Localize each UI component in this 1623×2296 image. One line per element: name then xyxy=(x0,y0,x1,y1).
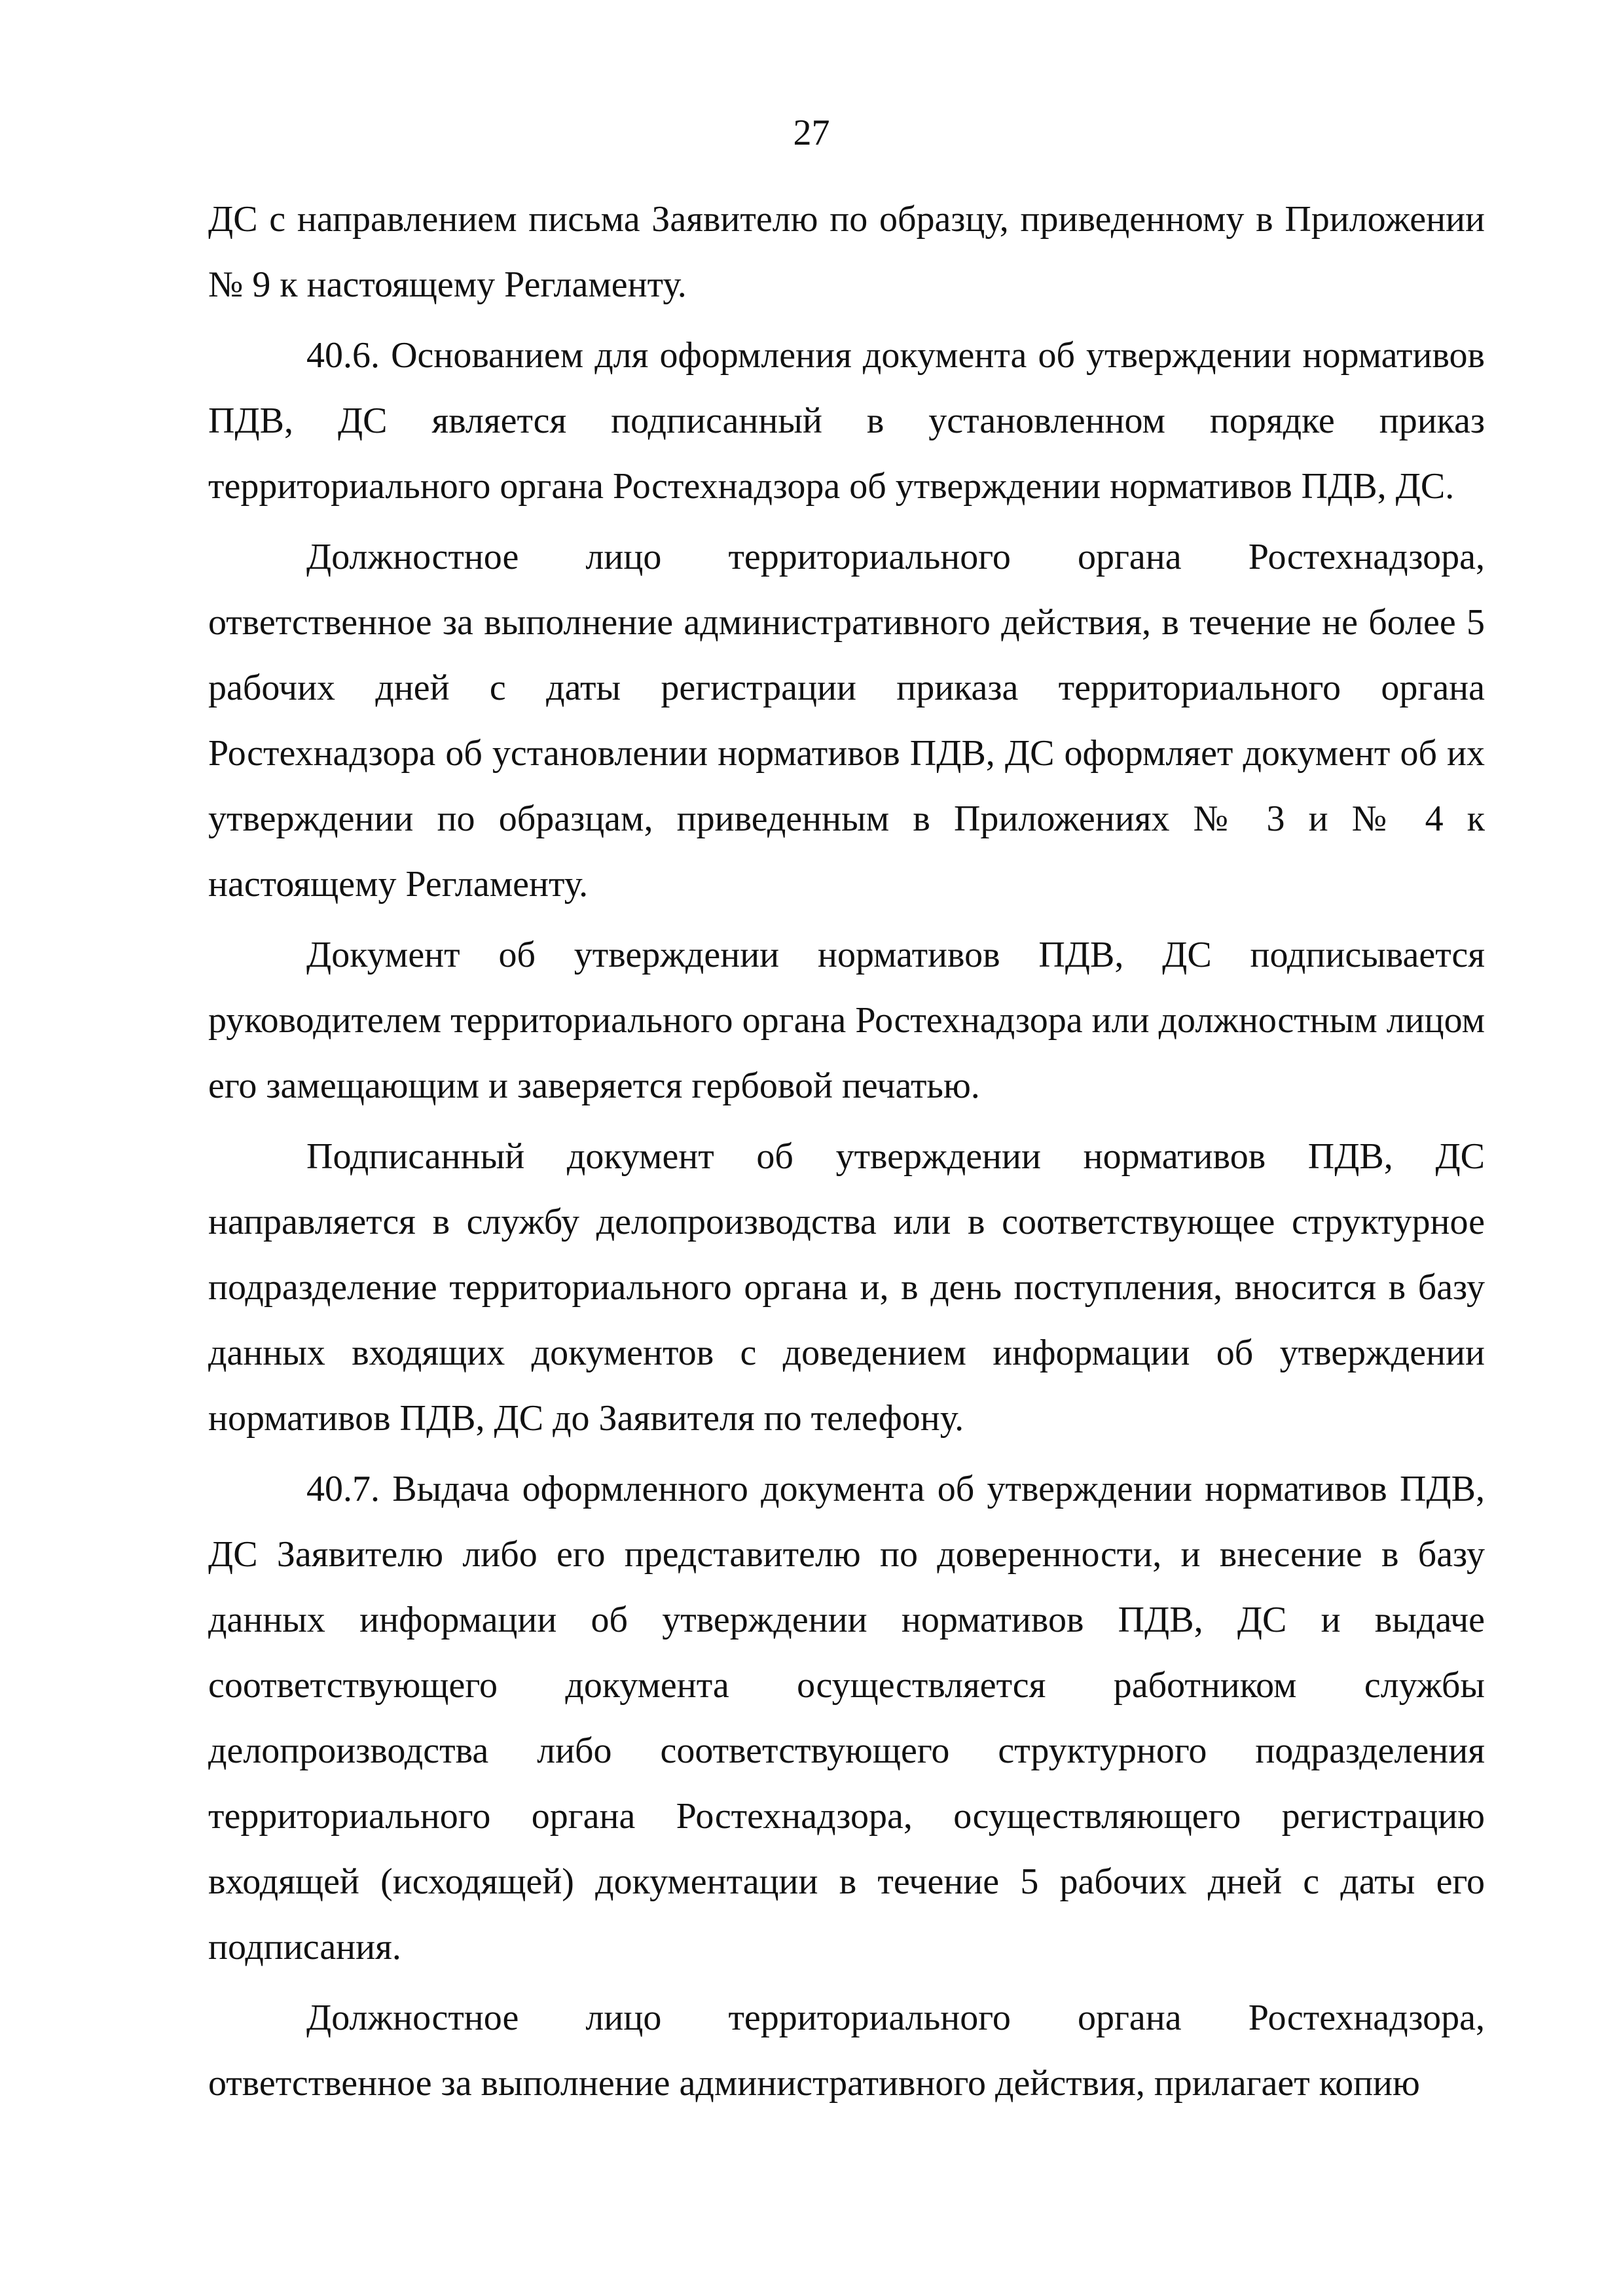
paragraph-document-routing: Подписанный документ об утверждении нормативов ПДВ, ДС направляется в службу делопроизводства или в соответствующее структурное подразделение территориального органа и, в день поступления, вносится в базу данных входящих документов с доведением информации об утверждении нормативов ПДВ, ДС до Заявителя по телефону. xyxy=(208,1136,1485,1439)
paragraph-official-attaches-copy: Должностное лицо территориального органа Ростехнадзора, ответственное за выполнение административного действия, прилагает копию xyxy=(208,1998,1485,2104)
document-body xyxy=(208,187,1485,2116)
paragraph-continuation: ДС с направлением письма Заявителю по образцу, приведенному в Приложении № 9 к настоящему Регламенту. xyxy=(208,199,1485,305)
paragraph-official-drafts-document: Должностное лицо территориального органа Ростехнадзора, ответственное за выполнение административного действия, в течение не более 5 рабочих дней с даты регистрации приказа территориального органа Ростехнадзора об установлении нормативов ПДВ, ДС оформляет документ об их утверждении по образцам, приведенным в Приложениях № 3 и № 4 к настоящему Регламенту. xyxy=(208,537,1485,905)
paragraph-40-7: 40.7. Выдача оформленного документа об утверждении нормативов ПДВ, ДС Заявителю либо его представителю по доверенности, и внесение в базу данных информации об утверждении нормативов ПДВ, ДС и выдаче соответствующего документа осуществляется работником службы делопроизводства либо соответствующего структурного подразделения территориального органа Ростехнадзора, осуществляющего регистрацию входящей (исходящей) документации в течение 5 рабочих дней с даты его подписания. xyxy=(208,1469,1485,1967)
page-number: 27 xyxy=(793,113,830,153)
paragraph-40-6: 40.6. Основанием для оформления документа об утверждении нормативов ПДВ, ДС является подписанный в установленном порядке приказ территориального органа Ростехнадзора об утверждении нормативов ПДВ, ДС. xyxy=(208,335,1485,507)
paragraph-document-signing: Документ об утверждении нормативов ПДВ, ДС подписывается руководителем территориального органа Ростехнадзора или должностным лицом его замещающим и заверяется гербовой печатью. xyxy=(208,935,1485,1106)
